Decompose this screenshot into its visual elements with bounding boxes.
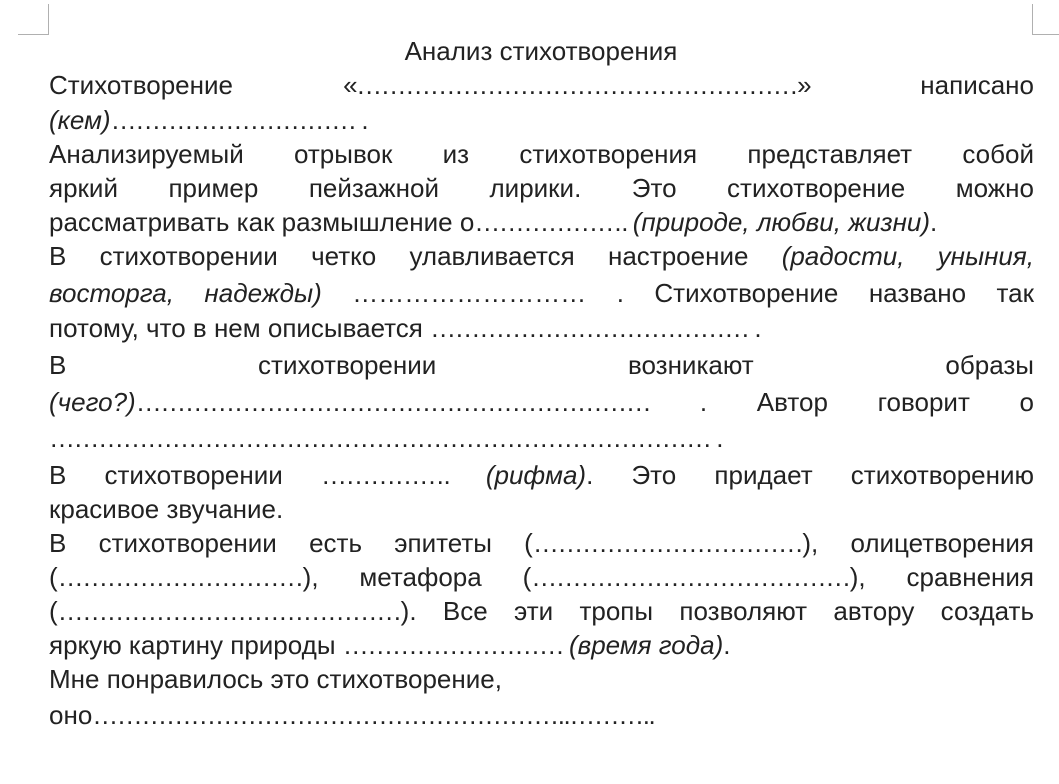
hint-text: восторга, надежды) [49, 278, 322, 308]
text-line-11 [49, 421, 1034, 455]
document-title: Анализ стихотворения [404, 36, 678, 66]
text-line-1 [49, 68, 1034, 102]
text-span: о [1019, 387, 1035, 417]
blank-field-author: ………………………… . [110, 105, 368, 135]
text-span: . [930, 207, 938, 237]
text-line-7 [49, 276, 1034, 310]
blank-field-theme: ………………. [474, 207, 633, 237]
text-span: Мне понравилось это стихотворение, [49, 664, 502, 694]
text-span: В стихотворении четко улавливается настроение [49, 241, 782, 271]
text-span: яркий пример пейзажной лирики. Это стихотворение можно [49, 173, 1034, 203]
text-line-5 [49, 205, 1034, 239]
text-span: . [723, 630, 731, 660]
text-line-12 [49, 458, 1034, 492]
text-line-4 [49, 171, 1034, 205]
text-line-8 [49, 311, 1034, 345]
blank-field-mood: ……………………… . Стихотворение названо так [321, 278, 1034, 308]
text-line-10 [49, 385, 1034, 419]
text-span: образы [945, 350, 1034, 380]
text-line-19 [49, 698, 1034, 732]
text-span: яркую картину природы [49, 630, 343, 660]
text-span: написано [920, 70, 1034, 100]
text-line-9 [49, 348, 1034, 382]
text-span: метафора [359, 562, 482, 592]
text-span: Автор [756, 387, 828, 417]
blank-field-description: ………………………………… . [430, 313, 761, 343]
text-span: Анализируемый отрывок из стихотворения представляет собой [49, 139, 1034, 169]
text-line-18 [49, 662, 1034, 696]
text-span: ( [522, 562, 532, 592]
text-line-15 [49, 560, 1034, 594]
text-span: сравнения [906, 562, 1034, 592]
text-span: . Это придает стихотворению [586, 460, 1035, 490]
text-span: ), [302, 562, 319, 592]
hint-text: (кем) [49, 105, 111, 135]
text-span: ). Все эти тропы позволяют автору создать [400, 596, 1034, 626]
text-span: потому, что в нем описывается [49, 313, 431, 343]
blank-field-title: «………………………………………………» [343, 70, 811, 100]
blank-field-rhyme: ……………. [320, 460, 486, 490]
text-span: ( [49, 596, 58, 626]
text-span: ), [849, 562, 866, 592]
page-corner-mark-right [1032, 4, 1059, 35]
blank-field-season: ……………………… [342, 630, 569, 660]
text-span: красивое звучание. [49, 494, 284, 524]
hint-text: (рифма) [485, 460, 587, 490]
text-span: . [699, 387, 708, 417]
hint-text: (радости, уныния, [781, 241, 1035, 271]
text-line-6 [49, 239, 1034, 273]
text-span: В стихотворении есть эпитеты ( [49, 528, 533, 558]
text-span: говорит [877, 387, 970, 417]
text-span: оно [49, 700, 93, 730]
page-corner-mark-left [18, 4, 49, 35]
blank-field-author-says: ……………………………………………………………………… . [49, 423, 722, 453]
text-span: рассматривать как размышление о [49, 207, 475, 237]
text-span: ( [49, 562, 58, 592]
text-line-2 [49, 103, 1034, 137]
blank-field-epithets: …………………………… [532, 528, 803, 558]
text-span: Стихотворение [49, 70, 233, 100]
text-span: ), олицетворения [802, 528, 1035, 558]
blank-field-metaphor: ………………………………… [531, 562, 850, 592]
blank-field-personification: ………………………… [57, 562, 303, 592]
blank-field-opinion: …………………………………………………..……….. [92, 700, 655, 730]
text-span: В [49, 350, 67, 380]
text-line-16 [49, 594, 1034, 628]
text-span: В стихотворении [49, 460, 321, 490]
text-span: возникают [627, 350, 754, 380]
text-line-17 [49, 628, 1034, 662]
text-line-14 [49, 526, 1034, 560]
hint-text: (природе, любви, жизни) [632, 207, 931, 237]
blank-field-images: ……………………………………………………… [135, 387, 651, 417]
hint-text: (чего?) [49, 387, 136, 417]
text-line-13 [49, 492, 1034, 526]
blank-field-comparisons: …………………………………… [57, 596, 401, 626]
hint-text: (время года) [568, 630, 724, 660]
text-span: стихотворении [258, 350, 437, 380]
text-line-3 [49, 137, 1034, 171]
